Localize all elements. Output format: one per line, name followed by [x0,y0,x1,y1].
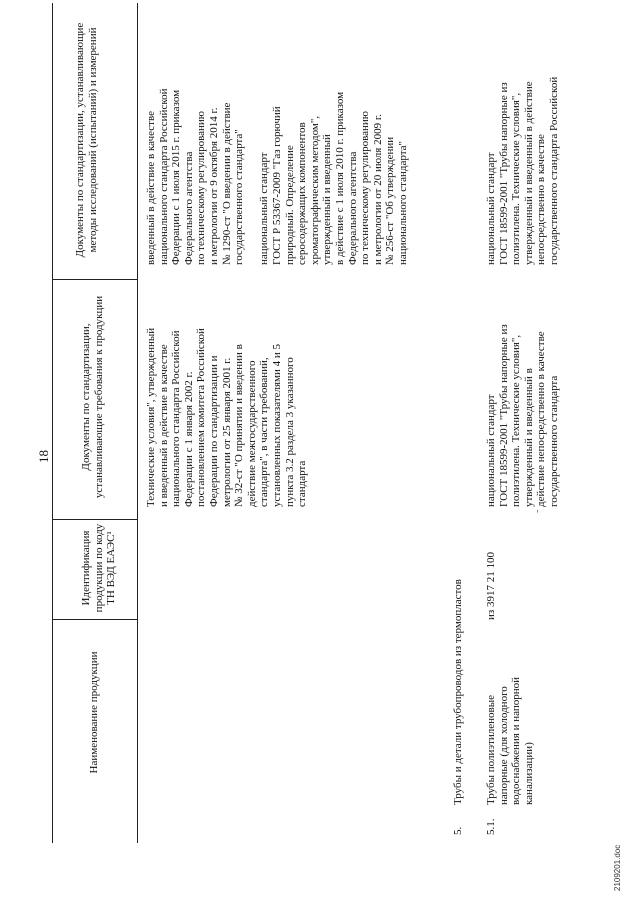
column-divider-2 [52,519,138,520]
methods-doc-cell: национальный стандарт ГОСТ 18599-2001 "Трубы напорные из полиэтилена. Технические условия", утвержденный и введенный в действие непосредственно в качестве государственного стандарта Российской [485,76,560,265]
page-number: 18 [36,450,51,463]
header-bottom-border [137,3,138,843]
header-tn-ved-code: Идентификация продукции по коду ТН ВЭД ЕАЭС¹ [80,523,118,613]
header-product-name: Наименование продукции [88,651,100,774]
column-divider-3 [52,279,138,280]
section-number: 5. [452,826,464,835]
requirements-doc-cell: национальный стандарт ГОСТ 18599-2001 "Трубы напорные из полиэтилена. Технические условия", утвержденный и введенный в действие непосредственно в качестве государственного стандарта [485,324,560,507]
header-test-methods-docs: Документы по стандартизации, устанавливающие методы исследований (испытаний) и измерений [74,22,99,258]
continued-requirements-text: Технические условия", утвержденный и введенный в действие в качестве национального стандарта Российской Федерации с 1 января 2002 г. постановлением комитета Российской Федерации по стандартизации и метрологии от 25 января 2001 г. № 32-ст "О принятии и введении в действие межгосударственного стандарта", в части требований, установленных показателями 4 и 5 пункта 3.2 раздела 3 указанного стандарта [145,327,309,507]
header-requirements-docs: Документы по стандартизации, устанавливающие требования к продукции [80,295,105,499]
file-name-footer: 2109201.doc [613,844,622,891]
section-title: Трубы и детали трубопроводов из термопластов [452,579,464,805]
row-number: 5.1. [485,818,497,835]
table-top-border [52,3,53,843]
tn-ved-code-cell: из 3917 21 100 [485,552,497,620]
continued-methods-text: введенный в действие в качестве национального стандарта Российской Федерации с 1 июля 2015 г. приказом Федерального агентства по техническому регулированию и метрологии от 9 октября 2014 г. № 1290-ст "О введении в действие государственного стандарта" национальный стандарт ГОСТ Р 53367-2009 "Газ горючий природный. Определение серосодержащих компонентов хроматографическим методом", утвержденный и введенный в действие с 1 июля 2010 г. приказом Федерального агентства по техническому регулированию и метрологии от 20 июля 2009 г. № 256-ст "Об утверждении национального стандарта" [145,88,409,265]
separator-mark: - [531,509,543,513]
product-name-cell: Трубы полиэтиленовые напорные (для холодного водоснабжения и напорной канализации) [485,677,535,805]
